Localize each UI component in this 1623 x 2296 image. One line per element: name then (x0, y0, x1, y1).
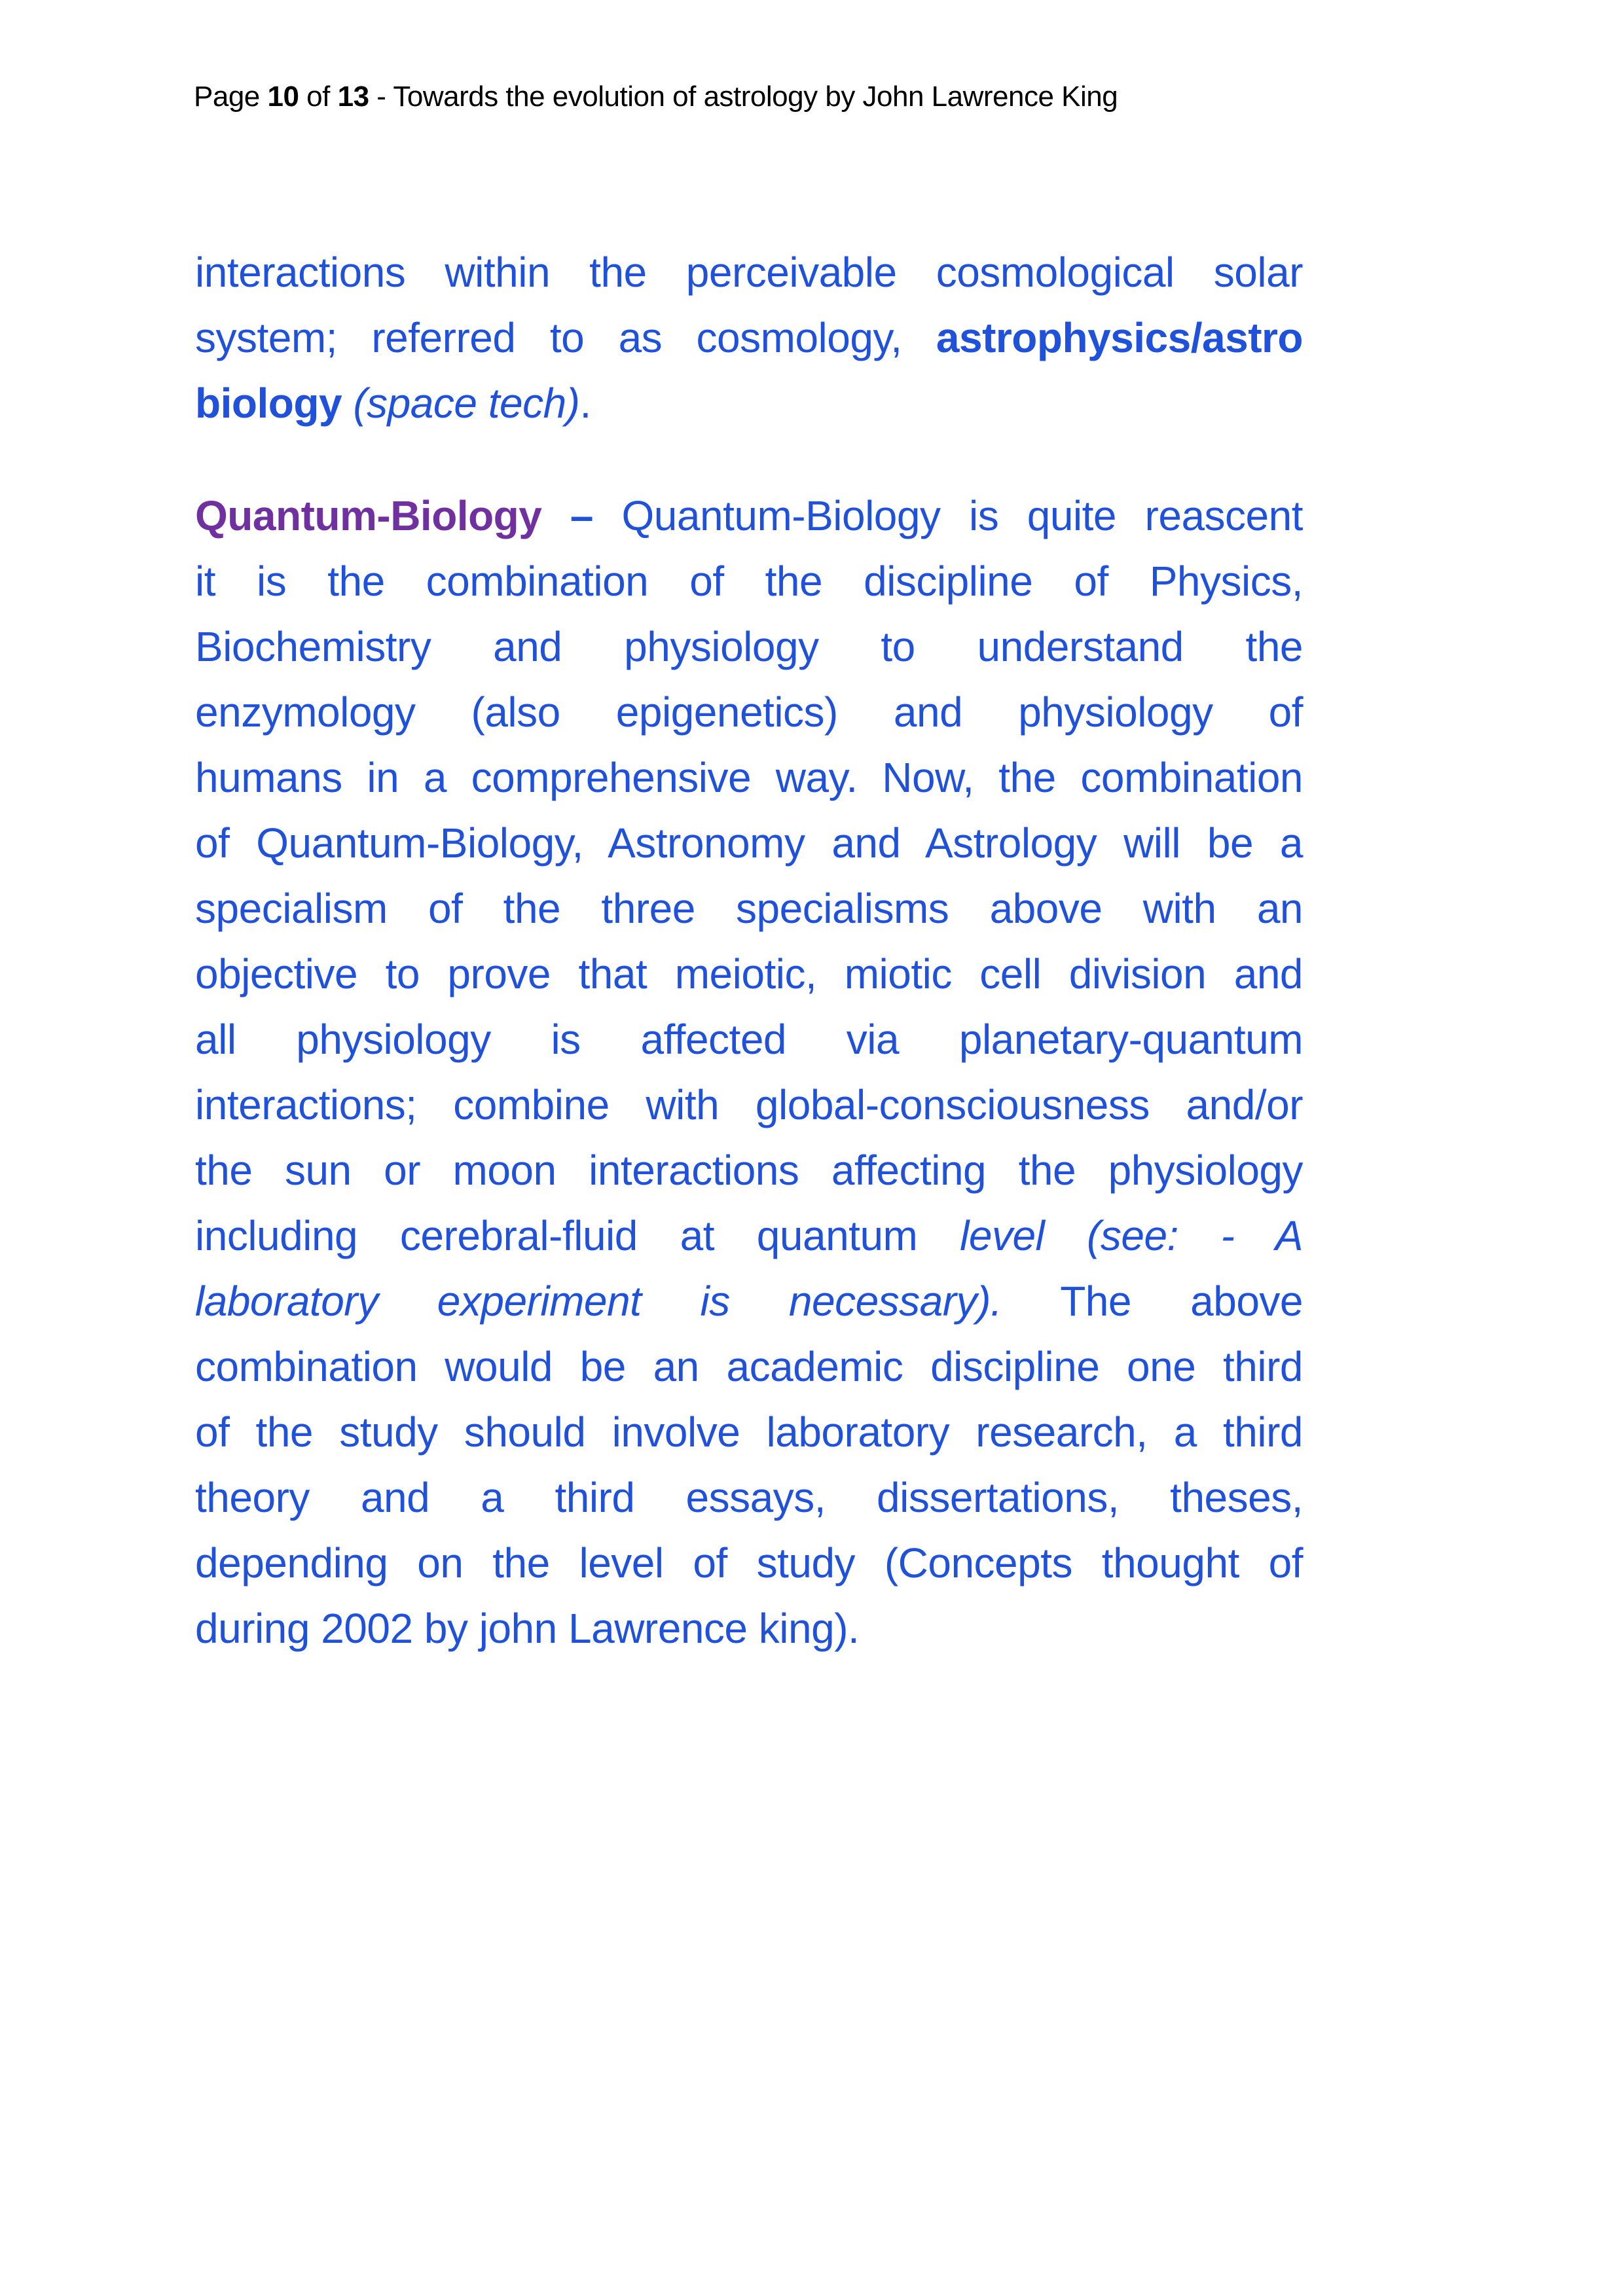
text-line (195, 810, 1303, 876)
text-segment: of the study should involve laboratory research, a third (195, 1408, 1303, 1456)
text-line (195, 876, 1303, 941)
text-line (195, 1268, 1303, 1334)
text-line (195, 1203, 1303, 1268)
text-segment: combination would be an academic discipline one third (195, 1343, 1303, 1390)
text-segment: including cerebral-fluid at quantum (195, 1212, 960, 1259)
text-segment: – (541, 492, 622, 539)
text-line (195, 1007, 1303, 1072)
text-segment: (space tech) (353, 380, 580, 427)
text-line (195, 1399, 1303, 1465)
text-line (195, 941, 1303, 1007)
text-segment: of Quantum-Biology, Astronomy and Astrology will be a (195, 819, 1303, 867)
page-header (194, 81, 1118, 113)
header-part: Page (194, 81, 268, 113)
text-segment: interactions within the perceivable cosmological solar (195, 249, 1303, 296)
paragraph-astrophysics (195, 240, 1303, 436)
text-segment: . (579, 380, 591, 427)
text-segment: system; referred to as cosmology, (195, 314, 936, 361)
text-segment: it is the combination of the discipline of Physics, (195, 558, 1303, 605)
text-line (195, 1596, 1303, 1661)
text-segment: during 2002 by john Lawrence king). (195, 1605, 860, 1652)
text-line (195, 370, 1303, 436)
text-segment: The above (1002, 1278, 1304, 1325)
text-line (195, 1138, 1303, 1203)
text-segment: astrophysics/astro (936, 314, 1303, 361)
text-line (195, 1334, 1303, 1399)
text-segment: specialism of the three specialisms above with an (195, 885, 1303, 932)
text-segment: objective to prove that meiotic, miotic cell division and (195, 950, 1303, 997)
header-part: - Towards the evolution of astrology by John Lawrence King (369, 81, 1118, 113)
text-line (195, 614, 1303, 679)
text-segment: Biochemistry and physiology to understand the (195, 623, 1303, 670)
document-body (195, 240, 1303, 1661)
paragraph-quantum-biology (195, 483, 1303, 1661)
text-line (195, 745, 1303, 810)
text-segment: Quantum-Biology is quite reascent (621, 492, 1304, 539)
text-line (195, 240, 1303, 305)
text-line (195, 305, 1303, 370)
text-segment: all physiology is affected via planetary-quantum (195, 1016, 1303, 1063)
text-segment: level (see: - A (960, 1212, 1303, 1259)
header-part-bold: 13 (337, 81, 369, 113)
text-line (195, 1465, 1303, 1530)
text-segment: humans in a comprehensive way. Now, the combination (195, 754, 1303, 801)
text-segment: theory and a third essays, dissertations, theses, (195, 1474, 1303, 1521)
text-segment: Quantum-Biology (195, 492, 542, 539)
text-line (195, 679, 1303, 745)
text-segment: biology (195, 380, 354, 427)
text-segment: the sun or moon interactions affecting the physiology (195, 1147, 1303, 1194)
text-segment: interactions; combine with global-consciousness and/or (195, 1081, 1303, 1128)
text-line (195, 483, 1303, 548)
text-line (195, 1072, 1303, 1138)
text-segment: depending on the level of study (Concepts thought of (195, 1539, 1303, 1587)
header-part: of (299, 81, 338, 113)
header-part-bold: 10 (267, 81, 299, 113)
text-line (195, 548, 1303, 614)
text-line (195, 1530, 1303, 1596)
text-segment: laboratory experiment is necessary). (195, 1278, 1002, 1325)
text-segment: enzymology (also epigenetics) and physiology of (195, 689, 1303, 736)
